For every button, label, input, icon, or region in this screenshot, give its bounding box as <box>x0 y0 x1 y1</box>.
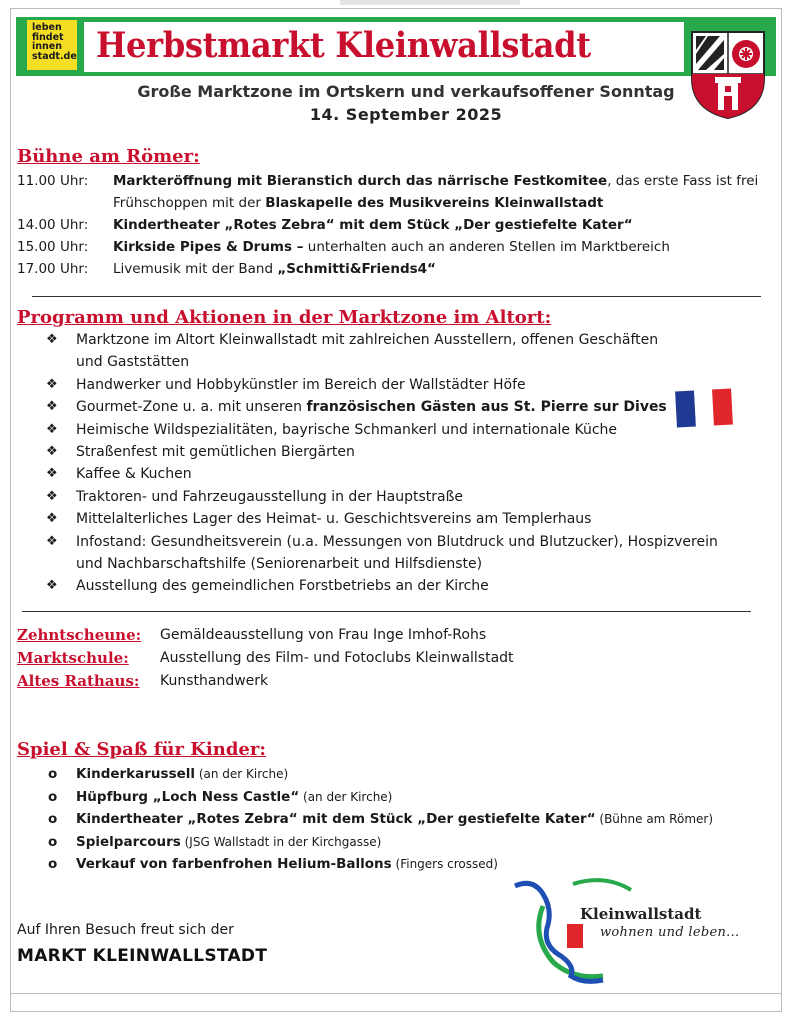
list-item-part: Mittelalterliches Lager des Heimat- u. Geschichtsvereins am Templerhaus <box>76 511 592 528</box>
circle-bullet-icon: o <box>48 788 58 805</box>
list-item-text <box>76 329 658 351</box>
location-label <box>17 624 141 646</box>
kinder-item-note: (JSG Wallstadt in der Kirchgasse) <box>180 834 382 849</box>
section-heading-buehne: Bühne am Römer: <box>17 146 200 167</box>
page-subtitle: Große Marktzone im Ortskern und verkaufsoffener Sonntag <box>137 82 675 101</box>
location-separator: : <box>135 626 142 644</box>
location-label <box>17 670 139 692</box>
kinder-item-note: (Bühne am Römer) <box>595 812 714 827</box>
list-item-part: Handwerker und Hobbykünstler im Bereich der Wallstädter Höfe <box>76 376 526 393</box>
location-separator: : <box>133 672 140 690</box>
kinder-item-name: Kinderkarussell <box>76 766 196 782</box>
schedule-text: unterhalten auch an anderen Stellen im Marktbereich <box>303 239 670 255</box>
logo-line: leben <box>32 22 62 33</box>
kinder-item-text <box>76 808 713 830</box>
location-name: Marktschule <box>17 649 124 667</box>
schedule-time: 11.00 Uhr: <box>17 173 89 189</box>
list-item-part: Kaffee & Kuchen <box>76 466 192 483</box>
list-item-text <box>76 575 489 597</box>
schedule-text: , das erste Fass ist frei <box>607 173 759 189</box>
list-item-part: Heimische Wildspezialitäten, bayrische Schmankerl und internationale Küche <box>76 421 618 438</box>
schedule-time: 14.00 Uhr: <box>17 217 89 233</box>
diamond-bullet-icon: ❖ <box>46 578 58 594</box>
diamond-bullet-icon: ❖ <box>46 399 58 415</box>
list-item-part: Straßenfest mit gemütlichen Biergärten <box>76 444 355 460</box>
kinder-item-name: Kindertheater „Rotes Zebra“ mit dem Stück „Der gestiefelte Kater“ <box>76 811 596 828</box>
list-item-continuation: und Gaststätten <box>76 354 190 371</box>
kinder-item-text <box>76 831 381 853</box>
diamond-bullet-icon: ❖ <box>46 533 58 549</box>
event-date: 14. September 2025 <box>309 105 503 124</box>
list-item-text <box>76 531 718 553</box>
circle-bullet-icon: o <box>48 856 58 873</box>
diamond-bullet-icon: ❖ <box>46 421 58 437</box>
divider <box>22 611 751 612</box>
list-item-text <box>76 508 591 530</box>
schedule-description <box>113 214 633 236</box>
signature: MARKT KLEINWALLSTADT <box>17 946 268 966</box>
kinder-item-note: (Fingers crossed) <box>391 857 498 872</box>
location-name: Zehntscheune <box>17 626 136 644</box>
town-logo-slogan: wohnen und leben... <box>600 925 740 940</box>
kinder-item-text <box>76 763 288 785</box>
location-value: Ausstellung des Film- und Fotoclubs Kleinwallstadt <box>160 650 514 666</box>
schedule-description <box>113 258 436 280</box>
list-item-part: Marktzone im Altort Kleinwallstadt mit zahlreichen Ausstellern, offenen Geschäften <box>76 332 659 348</box>
section-heading-kinder: Spiel & Spaß für Kinder: <box>17 739 267 760</box>
list-item-text <box>76 396 667 418</box>
schedule-text: Frühschoppen mit der <box>113 195 266 211</box>
schedule-description <box>113 236 670 258</box>
diamond-bullet-icon: ❖ <box>46 376 58 392</box>
list-item-part: Ausstellung des gemeindlichen Forstbetriebs an der Kirche <box>76 578 489 595</box>
location-label <box>17 647 129 669</box>
logo-line: stadt.de <box>32 50 77 62</box>
schedule-text: Markteröffnung mit Bieranstich durch das närrische Festkomitee <box>113 173 608 189</box>
list-item-part: Gourmet-Zone u. a. mit unseren <box>76 399 307 416</box>
kinder-item-note: (an der Kirche) <box>299 789 393 804</box>
schedule-text: Kirkside Pipes & Drums – <box>113 239 304 255</box>
list-item-part: Traktoren- und Fahrzeugausstellung in der Hauptstraße <box>76 488 464 505</box>
circle-bullet-icon: o <box>48 833 58 850</box>
greeting-text: Auf Ihren Besuch freut sich der <box>17 922 234 938</box>
list-item-part: französischen Gästen aus St. Pierre sur Dives <box>306 399 667 416</box>
diamond-bullet-icon: ❖ <box>46 511 58 527</box>
diamond-bullet-icon: ❖ <box>46 488 58 504</box>
schedule-time: 17.00 Uhr: <box>17 261 89 277</box>
top-edge-bar <box>340 0 520 5</box>
location-value: Kunsthandwerk <box>160 673 269 689</box>
diamond-bullet-icon: ❖ <box>46 444 58 459</box>
list-item-text <box>76 419 617 441</box>
kinder-item-text <box>76 786 392 808</box>
logo-line: findet <box>32 31 64 43</box>
kinder-item-name: Spielparcours <box>76 833 181 850</box>
schedule-text: Blaskapelle des Musikvereins Kleinwallstadt <box>265 195 604 211</box>
kinder-item-note: (an der Kirche) <box>195 767 289 781</box>
list-item-text <box>76 463 192 485</box>
title-box <box>84 22 684 72</box>
location-value: Gemäldeausstellung von Frau Inge Imhof-Rohs <box>160 627 487 643</box>
town-logo-name: Kleinwallstadt <box>580 905 702 923</box>
schedule-description <box>113 170 758 192</box>
schedule-text: Livemusik mit der Band <box>113 261 278 277</box>
logo-line: innen <box>32 41 62 52</box>
kinder-item-name: Hüpfburg „Loch Ness Castle“ <box>76 788 300 805</box>
circle-bullet-icon: o <box>48 766 58 782</box>
page-title: Herbstmarkt Kleinwallstadt <box>96 25 591 66</box>
schedule-time: 15.00 Uhr: <box>17 239 89 255</box>
kinder-item-text <box>76 853 498 875</box>
list-item-text <box>76 486 463 508</box>
location-name: Altes Rathaus <box>17 672 134 690</box>
leben-findet-innen-stadt-logo <box>27 20 77 70</box>
schedule-description <box>113 192 603 214</box>
kinder-item-name: Verkauf von farbenfrohen Helium-Ballons <box>76 856 392 873</box>
schedule-text: „Schmitti&Friends4“ <box>277 261 436 277</box>
diamond-bullet-icon: ❖ <box>46 466 58 482</box>
french-flag <box>675 389 733 428</box>
divider <box>32 296 761 297</box>
page-bottom-line <box>10 993 782 994</box>
list-item-part: Infostand: Gesundheitsverein (u.a. Messungen von Blutdruck und Blutzucker), Hospizverein <box>76 533 718 550</box>
list-item-text <box>76 441 355 463</box>
list-item-continuation: und Nachbarschaftshilfe (Seniorenarbeit und Hilfsdienste) <box>76 556 483 572</box>
section-heading-programm: Programm und Aktionen in der Marktzone im Altort: <box>17 307 552 328</box>
schedule-text: Kindertheater „Rotes Zebra“ mit dem Stück „Der gestiefelte Kater“ <box>113 217 633 233</box>
diamond-bullet-icon: ❖ <box>46 332 58 347</box>
location-separator: : <box>123 649 129 667</box>
circle-bullet-icon: o <box>48 811 58 828</box>
list-item-text <box>76 374 526 396</box>
